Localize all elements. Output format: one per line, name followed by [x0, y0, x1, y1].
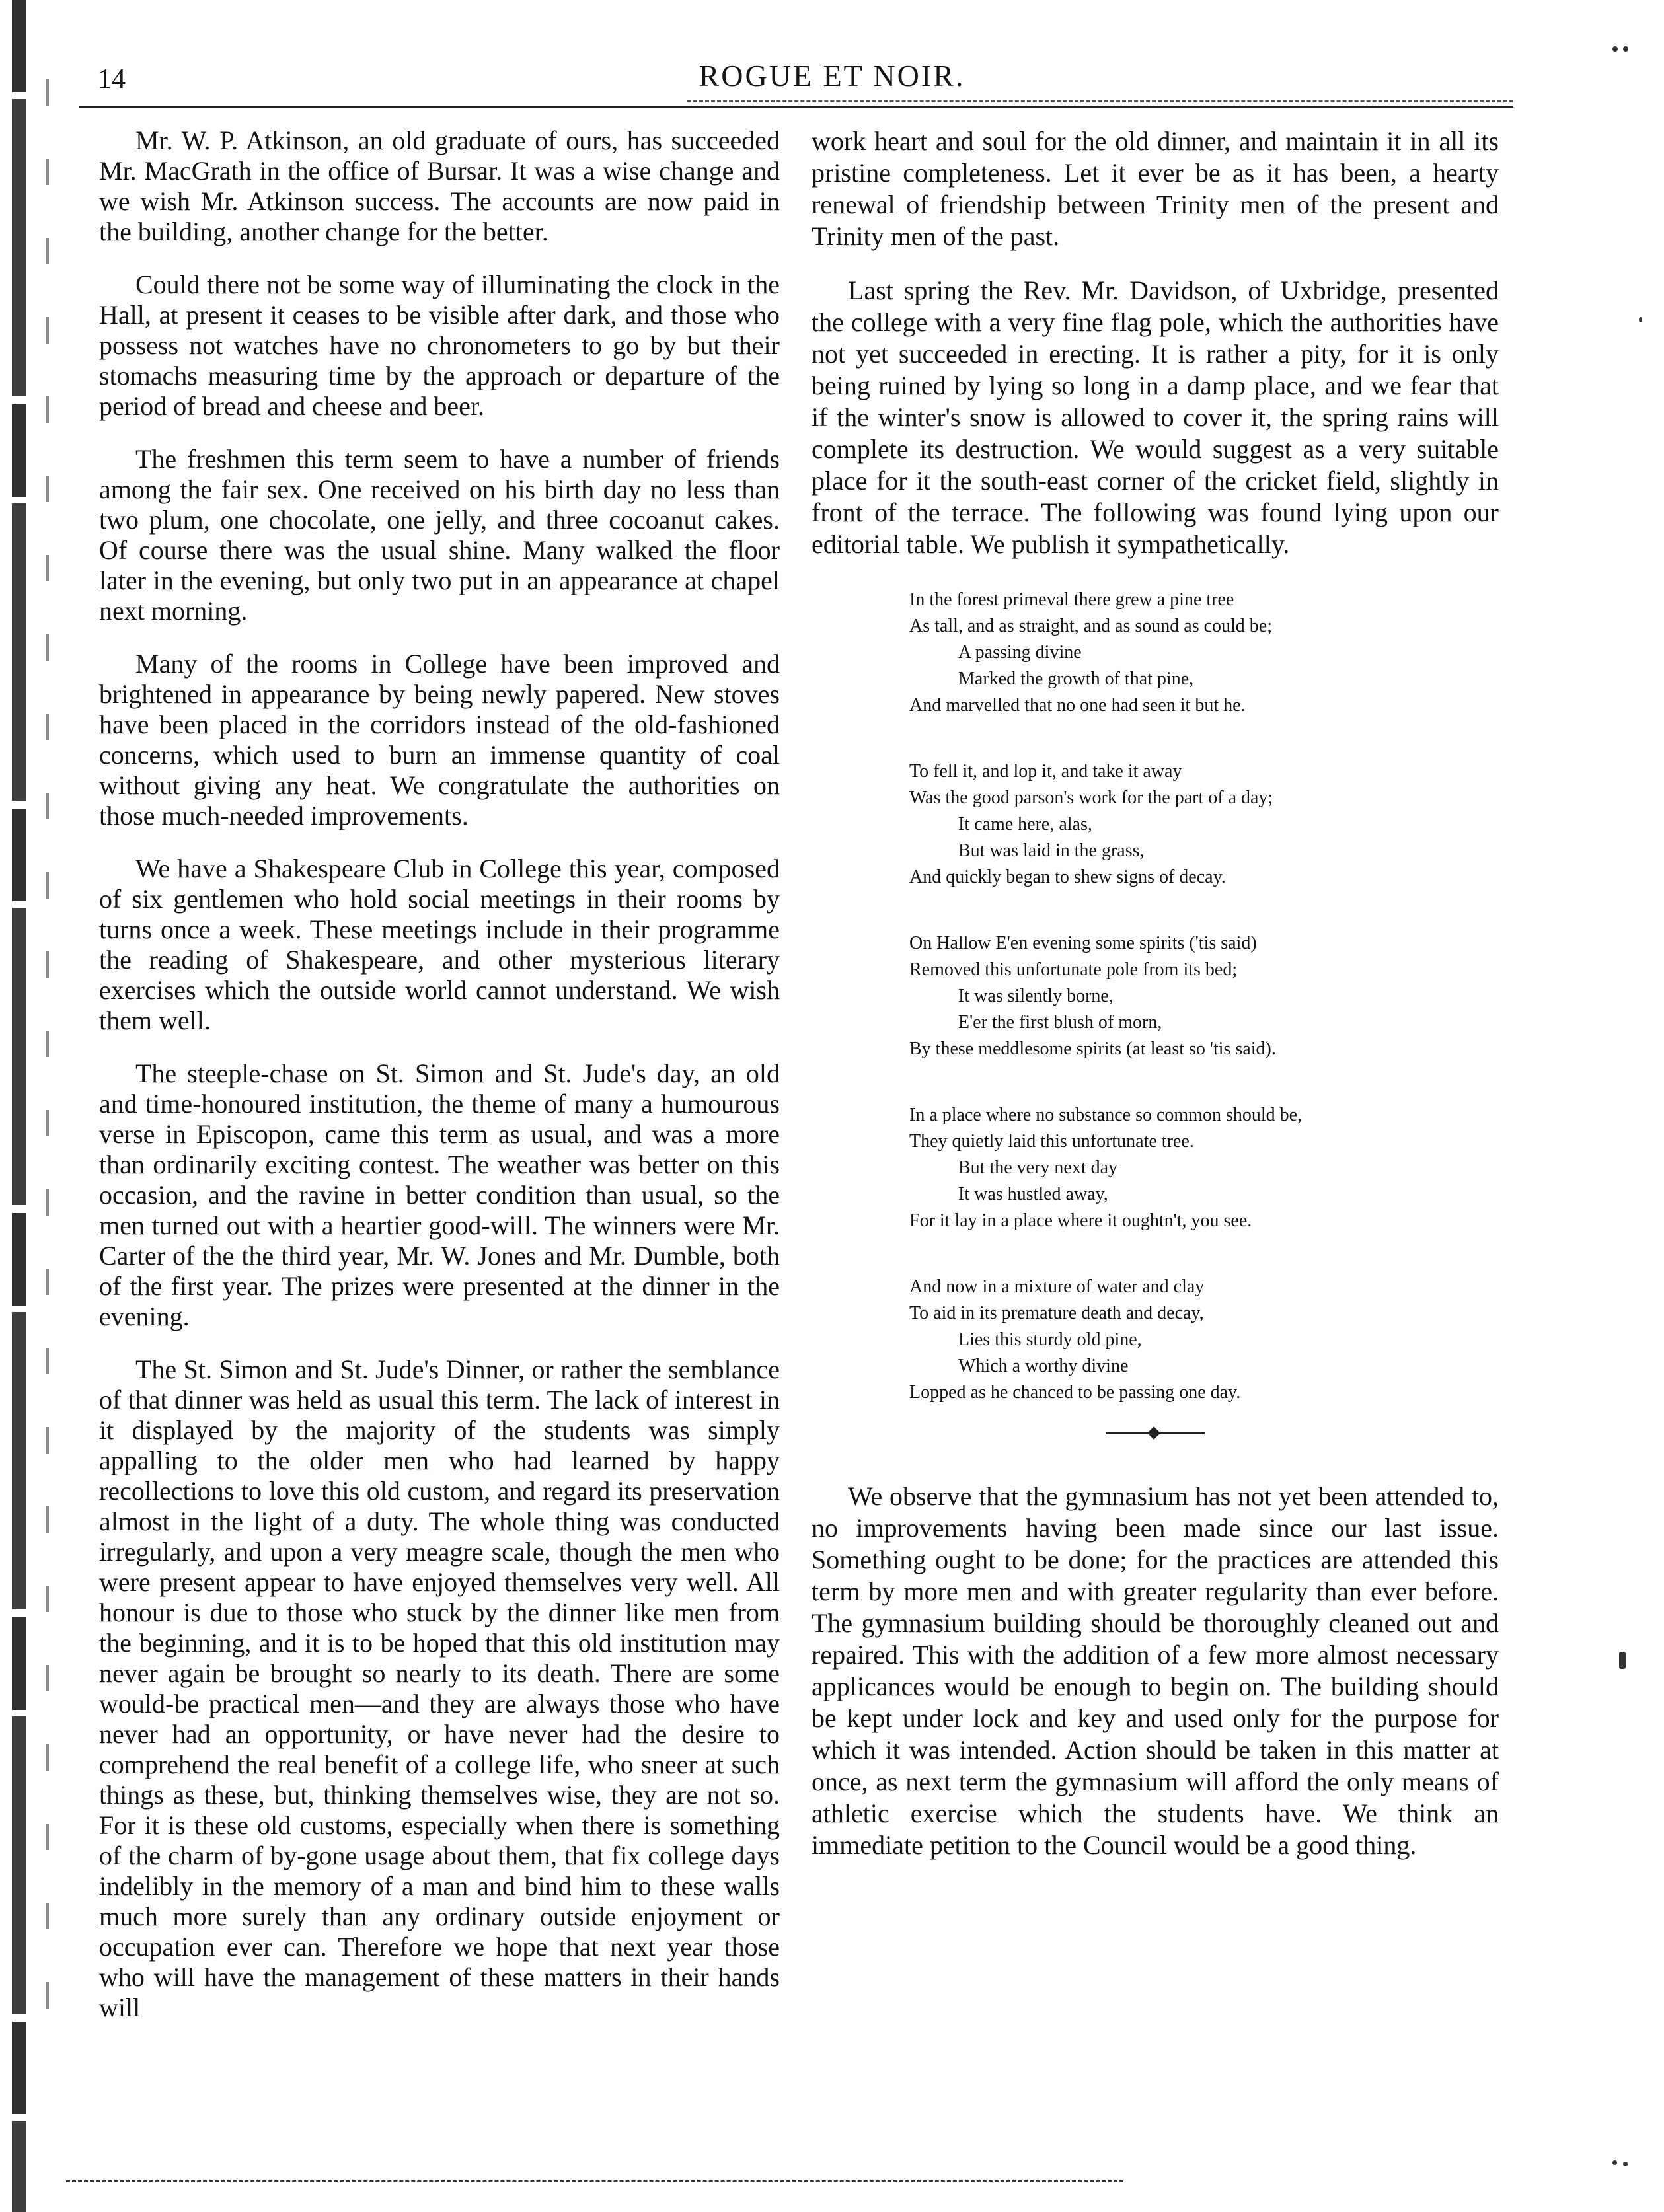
- scan-edge-shadow: [12, 0, 26, 2212]
- poem-line: E'er the first blush of morn,: [958, 1012, 1162, 1033]
- poem-line: But the very next day: [958, 1158, 1118, 1178]
- scan-edge-line: [46, 79, 49, 2061]
- poem-line: Marked the growth of that pine,: [958, 669, 1194, 689]
- paragraph-flag-pole: Last spring the Rev. Mr. Davidson, of Uxbridge, presented the college with a very fine flag pole, which the authorities have not yet succeeded in erecting. It is rather a pity, for it is only being ruined by lying so long in a damp place, and we fear that if the winter's snow is allowed to cover it, the spring rains will complete its destruction. We would suggest as a very suitable place for it the south-east corner of the cricket field, slightly in front of the terrace. The following was found lying upon our editorial table. We publish it sympathetically.: [812, 276, 1499, 559]
- scan-speck: [1623, 46, 1628, 52]
- poem-stanza: [909, 758, 1499, 891]
- poem-line: In the forest primeval there grew a pine tree: [909, 589, 1234, 610]
- poem-line: They quietly laid this unfortunate tree.: [909, 1131, 1194, 1152]
- scan-speck: [1612, 2160, 1617, 2165]
- footer-rule: [66, 2180, 1123, 2182]
- paragraph-bursar: Mr. W. P. Atkinson, an old graduate of ours, has succeeded Mr. MacGrath in the office of Bursar. It was a wise change and we wish Mr. Atkinson success. The accounts are now paid in the building, another change for the better.: [99, 126, 780, 246]
- paragraph-clock: Could there not be some way of illuminating the clock in the Hall, at present it ceases to be visible after dark, and those who possess not watches have no chronometers to go by but their stomachs measuring time by the approach or departure of the period of bread and cheese and beer.: [99, 270, 780, 421]
- right-column: [812, 126, 1499, 1884]
- paragraph-steeple-chase: The steeple-chase on St. Simon and St. Jude's day, an old and time-honoured institution, the theme of many a humourous verse in Episcopon, came this term as usual, and was a more than ordinarily exciting contest. The weather was better on this occasion, and the ravine in better condition than usual, so the men turned out with a heartier good-will. The winners were Mr. Carter of the the third year, Mr. W. Jones and Mr. Dumble, both of the first year. The prizes were presented at the dinner in the evening.: [99, 1058, 780, 1331]
- paragraph-shakespeare-club: We have a Shakespeare Club in College this year, composed of six gentlemen who hold social meetings in their rooms by turns once a week. These meetings include in their programme the reading of Shakespeare, and other mysterious literary exercises which the outside world cannot understand. We wish them well.: [99, 854, 780, 1035]
- paragraph-rooms: Many of the rooms in College have been improved and brightened in appearance by being newly papered. New stoves have been placed in the corridors instead of the old-fashioned concerns, which used to burn an immense quantity of coal without giving any heat. We congratulate the authorities on those much-needed improvements.: [99, 649, 780, 830]
- poem-line: And marvelled that no one had seen it but he.: [909, 695, 1246, 716]
- poem-line: Lopped as he chanced to be passing one day.: [909, 1382, 1241, 1403]
- poem-stanza: [909, 930, 1499, 1062]
- poem-line: It was silently borne,: [958, 986, 1114, 1006]
- poem-line: By these meddlesome spirits (at least so 'tis said).: [909, 1039, 1276, 1059]
- paragraph-freshmen: The freshmen this term seem to have a number of friends among the fair sex. One received on his birth day no less than two plum, one chocolate, one jelly, and three cocoanut cakes. Of course there was the usual shine. Many walked the floor later in the evening, but only two put in an appearance at chapel next morning.: [99, 444, 780, 626]
- poem-line: As tall, and as straight, and as sound as could be;: [909, 616, 1273, 636]
- poem-line: Was the good parson's work for the part of a day;: [909, 788, 1273, 808]
- poem-line: And quickly began to shew signs of decay.: [909, 867, 1226, 887]
- scan-speck: [1619, 1652, 1626, 1669]
- poem-stanza: [909, 1102, 1499, 1234]
- poem-line: But was laid in the grass,: [958, 840, 1145, 861]
- poem-line: On Hallow E'en evening some spirits ('tis said): [909, 933, 1257, 953]
- poem: [909, 587, 1499, 1406]
- poem-line: Removed this unfortunate pole from its bed;: [909, 959, 1238, 980]
- header-rule: [79, 106, 1513, 108]
- scan-speck: [1623, 2162, 1628, 2166]
- running-title: ROGUE ET NOIR.: [699, 59, 965, 92]
- paragraph-dinner-continued: work heart and soul for the old dinner, and maintain it in all its pristine completeness. Let it ever be as it has been, a hearty renewal of friendship between Trinity men of the present and Trinity men of the past.: [812, 126, 1499, 251]
- scan-speck: [1639, 317, 1642, 322]
- section-divider-ornament: [1106, 1432, 1205, 1434]
- paragraph-gymnasium: We observe that the gymnasium has not yet been attended to, no improvements having been made since our last issue. Something ought to be done; for the practices are attended this term by more men and with greater regularity than ever before. The gymnasium building should be thoroughly cleaned out and repaired. This with the addition of a few more almost necessary applicances would be enough to begin on. The building should be kept under lock and key and used only for the purpose for which it was intended. Action should be taken in this matter at once, as next term the gymnasium will afford the only means of athletic exercise which the students have. We think an immediate petition to the Council would be a good thing.: [812, 1481, 1499, 1860]
- poem-line: Lies this sturdy old pine,: [958, 1329, 1142, 1350]
- poem-line: To aid in its premature death and decay,: [909, 1303, 1204, 1323]
- header-rule-dashed: [687, 100, 1513, 102]
- poem-line: And now in a mixture of water and clay: [909, 1276, 1205, 1297]
- poem-line: In a place where no substance so common should be,: [909, 1105, 1303, 1125]
- poem-line: To fell it, and lop it, and take it away: [909, 761, 1182, 782]
- poem-stanza: [909, 587, 1499, 719]
- page-number: 14: [98, 64, 126, 94]
- poem-stanza: [909, 1274, 1499, 1406]
- left-column: [99, 126, 780, 2046]
- poem-line: A passing divine: [958, 642, 1082, 663]
- paragraph-dinner: The St. Simon and St. Jude's Dinner, or rather the semblance of that dinner was held as usual this term. The lack of interest in it displayed by the majority of the students was simply appalling to the older men who had learned by happy recollections to love this old custom, and regard its preservation almost in the light of a duty. The whole thing was conducted irregularly, and upon a very meagre scale, though the men who were present appear to have enjoyed themselves very well. All honour is due to those who stuck by the dinner like men from the beginning, and it is to be hoped that this old institution may never again be brought so nearly to its death. There are some would-be practical men—and they are always those who have never had an opportunity, or have never had the desire to comprehend the real benefit of a college life, who sneer at such things as these, but, thinking themselves wise, they are not so. For it is these old customs, especially when there is something of the charm of by-gone usage about them, that fix college days indelibly in the memory of a man and bind him to these walls much more surely than any ordinary outside enjoyment or occupation ever can. Therefore we hope that next year those who will have the management of these matters in their hands will: [99, 1354, 780, 2022]
- poem-line: For it lay in a place where it oughtn't, you see.: [909, 1210, 1252, 1231]
- poem-line: Which a worthy divine: [958, 1356, 1129, 1376]
- poem-line: It was hustled away,: [958, 1184, 1108, 1204]
- scan-speck: [1612, 46, 1618, 52]
- poem-line: It came here, alas,: [958, 814, 1092, 834]
